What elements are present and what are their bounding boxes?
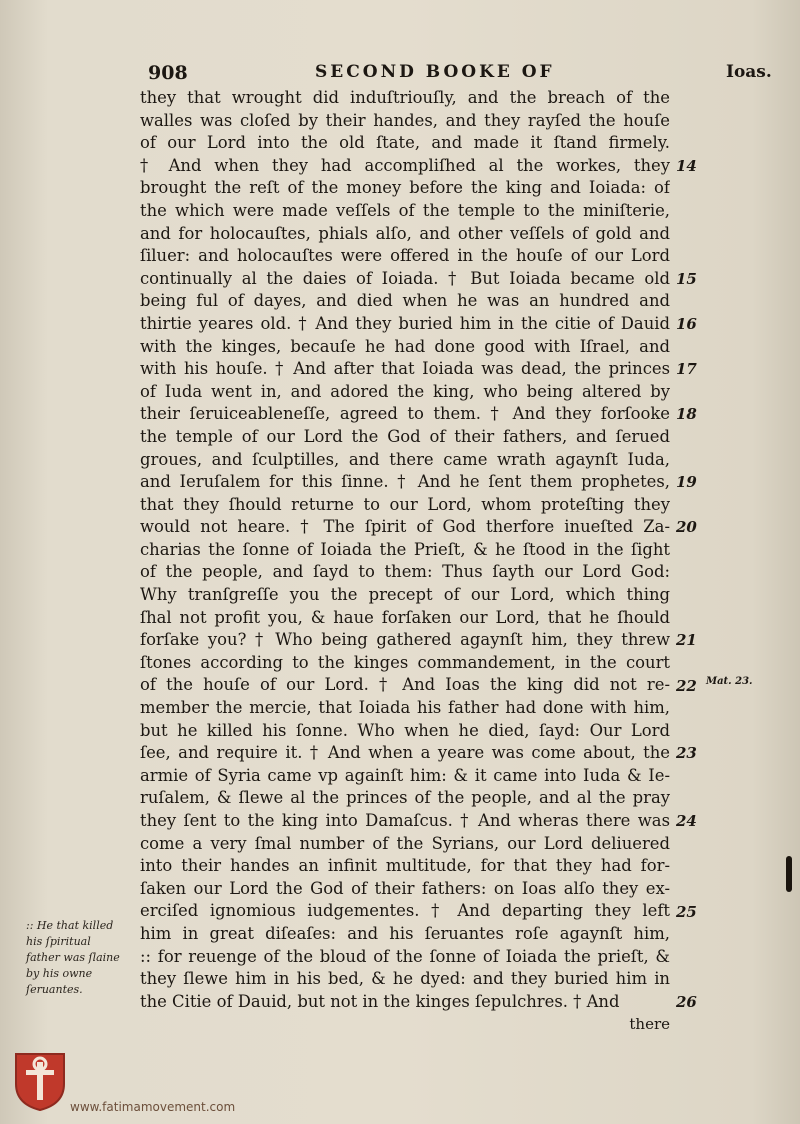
text-line: ruſalem, & ſlewe al the princes of the people, and al the pray [140, 788, 670, 808]
text-line: continually al the daies of Ioiada. † But Ioiada became old [140, 268, 670, 288]
text-line: of the houſe of our Lord. † And Ioas the king did not re- [140, 675, 670, 695]
text-line: of our Lord into the old ſtate, and made it ſtand firmely. [140, 133, 670, 153]
running-title: SECOND BOOKE OF [315, 62, 555, 82]
running-right-title: Ioas. [726, 62, 772, 82]
text-line: of Iuda went in, and adored the king, who being altered by [140, 381, 670, 401]
text-line: they ſlewe him in his bed, & he dyed: and they buried him in [140, 969, 670, 989]
margin-gloss: :: He that killed his ſpiritual father was ſlaine by his owne ſeruantes. [26, 919, 120, 996]
website-link[interactable]: www.fatimamovement.com [70, 1100, 236, 1114]
text-line: forſake you? † Who being gathered agaynſt him, they threw [140, 630, 670, 650]
text-line: and for holocauſtes, phials alſo, and other veſſels of gold and [140, 223, 670, 243]
running-header [0, 58, 800, 88]
text-line: but he killed his ſonne. Who when he died, ſayd: Our Lord [140, 720, 670, 740]
verse-number: 24 [676, 812, 697, 831]
text-line: erciſed ignomious iudgementes. † And departing they left [140, 901, 670, 921]
text-line: thirtie yeares old. † And they buried him in the citie of Dauid [140, 313, 670, 333]
verse-number: 16 [676, 315, 697, 333]
verse-number: 19 [676, 473, 697, 492]
verse-number: 26 [676, 993, 697, 1011]
text-line: member the mercie, that Ioiada his father had done with him, [140, 698, 670, 718]
verse-number: 20 [676, 518, 697, 537]
text-line: ſiluer: and holocauſtes were offered in the houſe of our Lord [140, 246, 670, 266]
text-line: that they ſhould returne to our Lord, whom proteſting they [140, 494, 670, 514]
text-line: ſhal not profit you, & haue forſaken our Lord, that he ſhould [140, 607, 670, 627]
verse-number: 25 [676, 902, 697, 921]
text-line: their ſeruiceableneſſe, agreed to them. † And they forſooke [140, 404, 670, 424]
text-line: ſee, and require it. † And when a yeare was come about, the [140, 743, 670, 763]
text-line: groues, and ſculptilles, and there came wrath agaynſt Iuda, [140, 449, 670, 469]
text-line: and Ieruſalem for this ſinne. † And he ſent them prophetes, [140, 472, 670, 492]
edge-ink-mark [786, 856, 792, 892]
text-line: † And when they had accompliſhed al the workes, they [140, 155, 670, 175]
text-line: into their handes an infinit multitude, for that they had for- [140, 856, 670, 876]
margin-reference: Mat. 23. [706, 676, 753, 687]
text-line: the Citie of Dauid, but not in the kinges ſepulchres. † And [140, 991, 620, 1011]
text-line: ſtones according to the kinges commandement, in the court [140, 652, 670, 672]
text-line: him in great diſeaſes: and his ſeruantes roſe agaynſt him, [140, 923, 670, 943]
verse-number: 22 [676, 676, 697, 695]
text-line: the which were made veſſels of the temple to the miniſterie, [140, 200, 670, 220]
verse-number: 21 [676, 631, 697, 650]
verse-number: 18 [676, 405, 697, 424]
seal-icon [12, 1050, 68, 1112]
page-number: 908 [148, 62, 188, 84]
text-line: they ſent to the king into Damaſcus. † And wheras there was [140, 811, 670, 830]
text-line: ſaken our Lord the God of their fathers: on Ioas alſo they ex- [140, 878, 670, 898]
text-line: with the kinges, becauſe he had done good with Iſrael, and [140, 336, 670, 356]
text-line: would not heare. † The ſpirit of God therfore inueſted Za- [140, 517, 670, 537]
verse-number: 17 [676, 360, 697, 379]
verse-number: 15 [676, 269, 697, 288]
text-line: Why tranſgreſſe you the precept of our Lord, which thing [140, 585, 670, 605]
main-text-block [140, 87, 670, 1036]
text-line: come a very ſmal number of the Syrians, our Lord deliuered [140, 833, 670, 853]
verse-number: 14 [676, 156, 697, 175]
text-line: they that wrought did induſtriouſly, and the breach of the [140, 88, 670, 107]
text-line: being ful of dayes, and died when he was an hundred and [140, 291, 670, 311]
verse-number: 23 [676, 744, 697, 763]
text-line: the temple of our Lord the God of their fathers, and ſerued [140, 426, 670, 446]
text-line: armie of Syria came vp againſt him: & it came into Iuda & Ie- [140, 765, 670, 785]
text-line: of the people, and ſayd to them: Thus ſayth our Lord God: [140, 562, 670, 582]
text-line: :: for reuenge of the bloud of the ſonne of Ioiada the prieſt, & [140, 946, 670, 966]
text-line: charias the ſonne of Ioiada the Prieſt, & he ſtood in the ſight [140, 539, 670, 559]
text-line: walles was cloſed by their handes, and they rayſed the houſe [140, 110, 670, 130]
text-line: brought the reſt of the money before the king and Ioiada: of [140, 178, 670, 198]
catchword: there [629, 1015, 670, 1034]
text-line: with his houſe. † And after that Ioiada was dead, the princes [140, 359, 670, 379]
